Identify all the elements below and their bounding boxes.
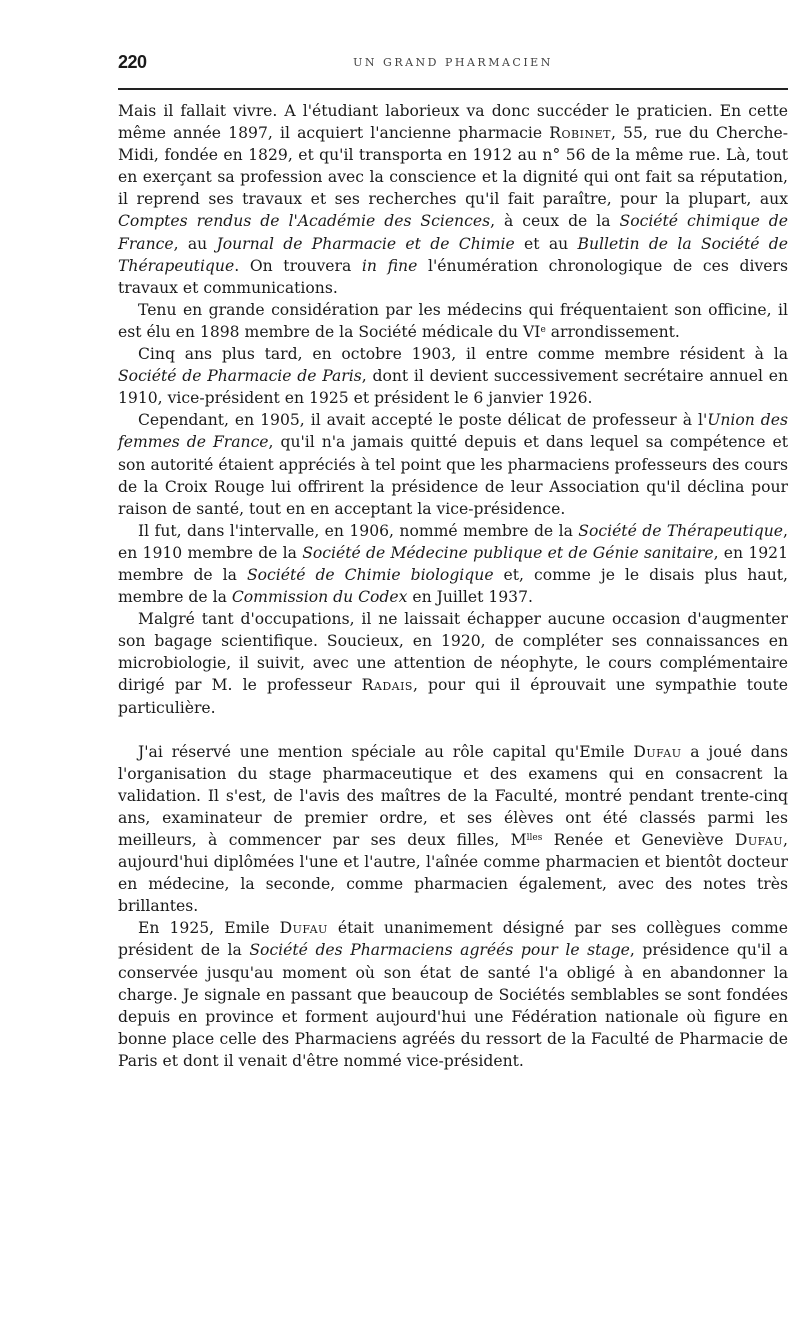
- page-number: 220: [118, 52, 147, 72]
- paragraph: Cinq ans plus tard, en octobre 1903, il entre comme membre résident à la Société de Pharmacie de Paris, dont il devient successivement secrétaire annuel en 1910, vice-président en 1925 et président le 6 janvier 1926.: [118, 345, 788, 408]
- running-title: UN GRAND PHARMACIEN: [353, 56, 553, 69]
- body-text: [118, 100, 788, 1072]
- header-rule: [118, 88, 788, 90]
- paragraph: Mais il fallait vivre. A l'étudiant laborieux va donc succéder le praticien. En cette même année 1897, il acquiert l'ancienne pharmacie Robinet, 55, rue du Cherche-Midi, fondée en 1829, et qu'il transporta en 1912 au n° 56 de la même rue. Là, tout en exerçant sa profession avec la conscience et la dignité qui ont fait sa réputation, il reprend ses travaux et ses recherches qu'il fait paraître, pour la plupart, aux Comptes rendus de l'Académie des Sciences, à ceux de la Société chimique de France, au Journal de Pharmacie et de Chimie et au Bulletin de la Société de Thérapeutique. On trouvera in fine l'énumération chronologique de ces divers travaux et communications.: [118, 102, 788, 297]
- page-header: [118, 50, 788, 80]
- paragraph: Tenu en grande considération par les médecins qui fréquentaient son officine, il est élu en 1898 membre de la Société médicale du VIe arrondissement.: [118, 300, 788, 341]
- paragraph: Cependant, en 1905, il avait accepté le poste délicat de professeur à l'Union des femmes de France, qu'il n'a jamais quitté depuis et dans lequel sa compétence et son autorité étaient appréciés à tel point que les pharmaciens professeurs des cours de la Croix Rouge lui offrirent la présidence de leur Association qu'il déclina pour raison de santé, tout en en acceptant la vice-présidence.: [118, 411, 788, 518]
- paragraph: Il fut, dans l'intervalle, en 1906, nommé membre de la Société de Thérapeutique, en 1910 membre de la Société de Médecine publique et de Génie sanitaire, en 1921 membre de la Société de Chimie biologique et, comme je le disais plus haut, membre de la Commission du Codex en Juillet 1937.: [118, 521, 789, 607]
- paragraph: J'ai réservé une mention spéciale au rôle capital qu'Emile Dufau a joué dans l'organisation du stage pharmaceutique et des examens qui en consacrent la validation. Il s'est, de l'avis des maîtres de la Faculté, montré pendant trente-cinq ans, examinateur de premier ordre, et ses élèves ont été classés parmi les meilleurs, à commencer par ses deux filles, $M^{lles}$ Renée et Geneviève Dufau, aujourd'hui diplômées l'une et l'autre, l'aînée comme pharmacien et bientôt docteur en médecine, la seconde, comme pharmacien également, avec des notes très brillantes.: [118, 742, 788, 916]
- paragraph: En 1925, Emile Dufau était unanimement désigné par ses collègues comme président de la Société des Pharmaciens agréés pour le stage, présidence qu'il a conservée jusqu'au moment où son état de santé l'a obligé à en abandonner la charge. Je signale en passant que beaucoup de Sociétés semblables se sont fondées depuis en province et forment aujourd'hui une Fédération nationale où figure en bonne place celle des Pharmaciens agréés du ressort de la Faculté de Pharmacie de Paris et dont il venait d'être nommé vice-président.: [118, 919, 789, 1070]
- paragraph: Malgré tant d'occupations, il ne laissait échapper aucune occasion d'augmenter son bagage scientifique. Soucieux, en 1920, de compléter ses connaissances en microbiologie, il suivit, avec une attention de néophyte, le cours complémentaire dirigé par M. le professeur Radais, pour qui il éprouvait une sympathie toute particulière.: [118, 610, 788, 717]
